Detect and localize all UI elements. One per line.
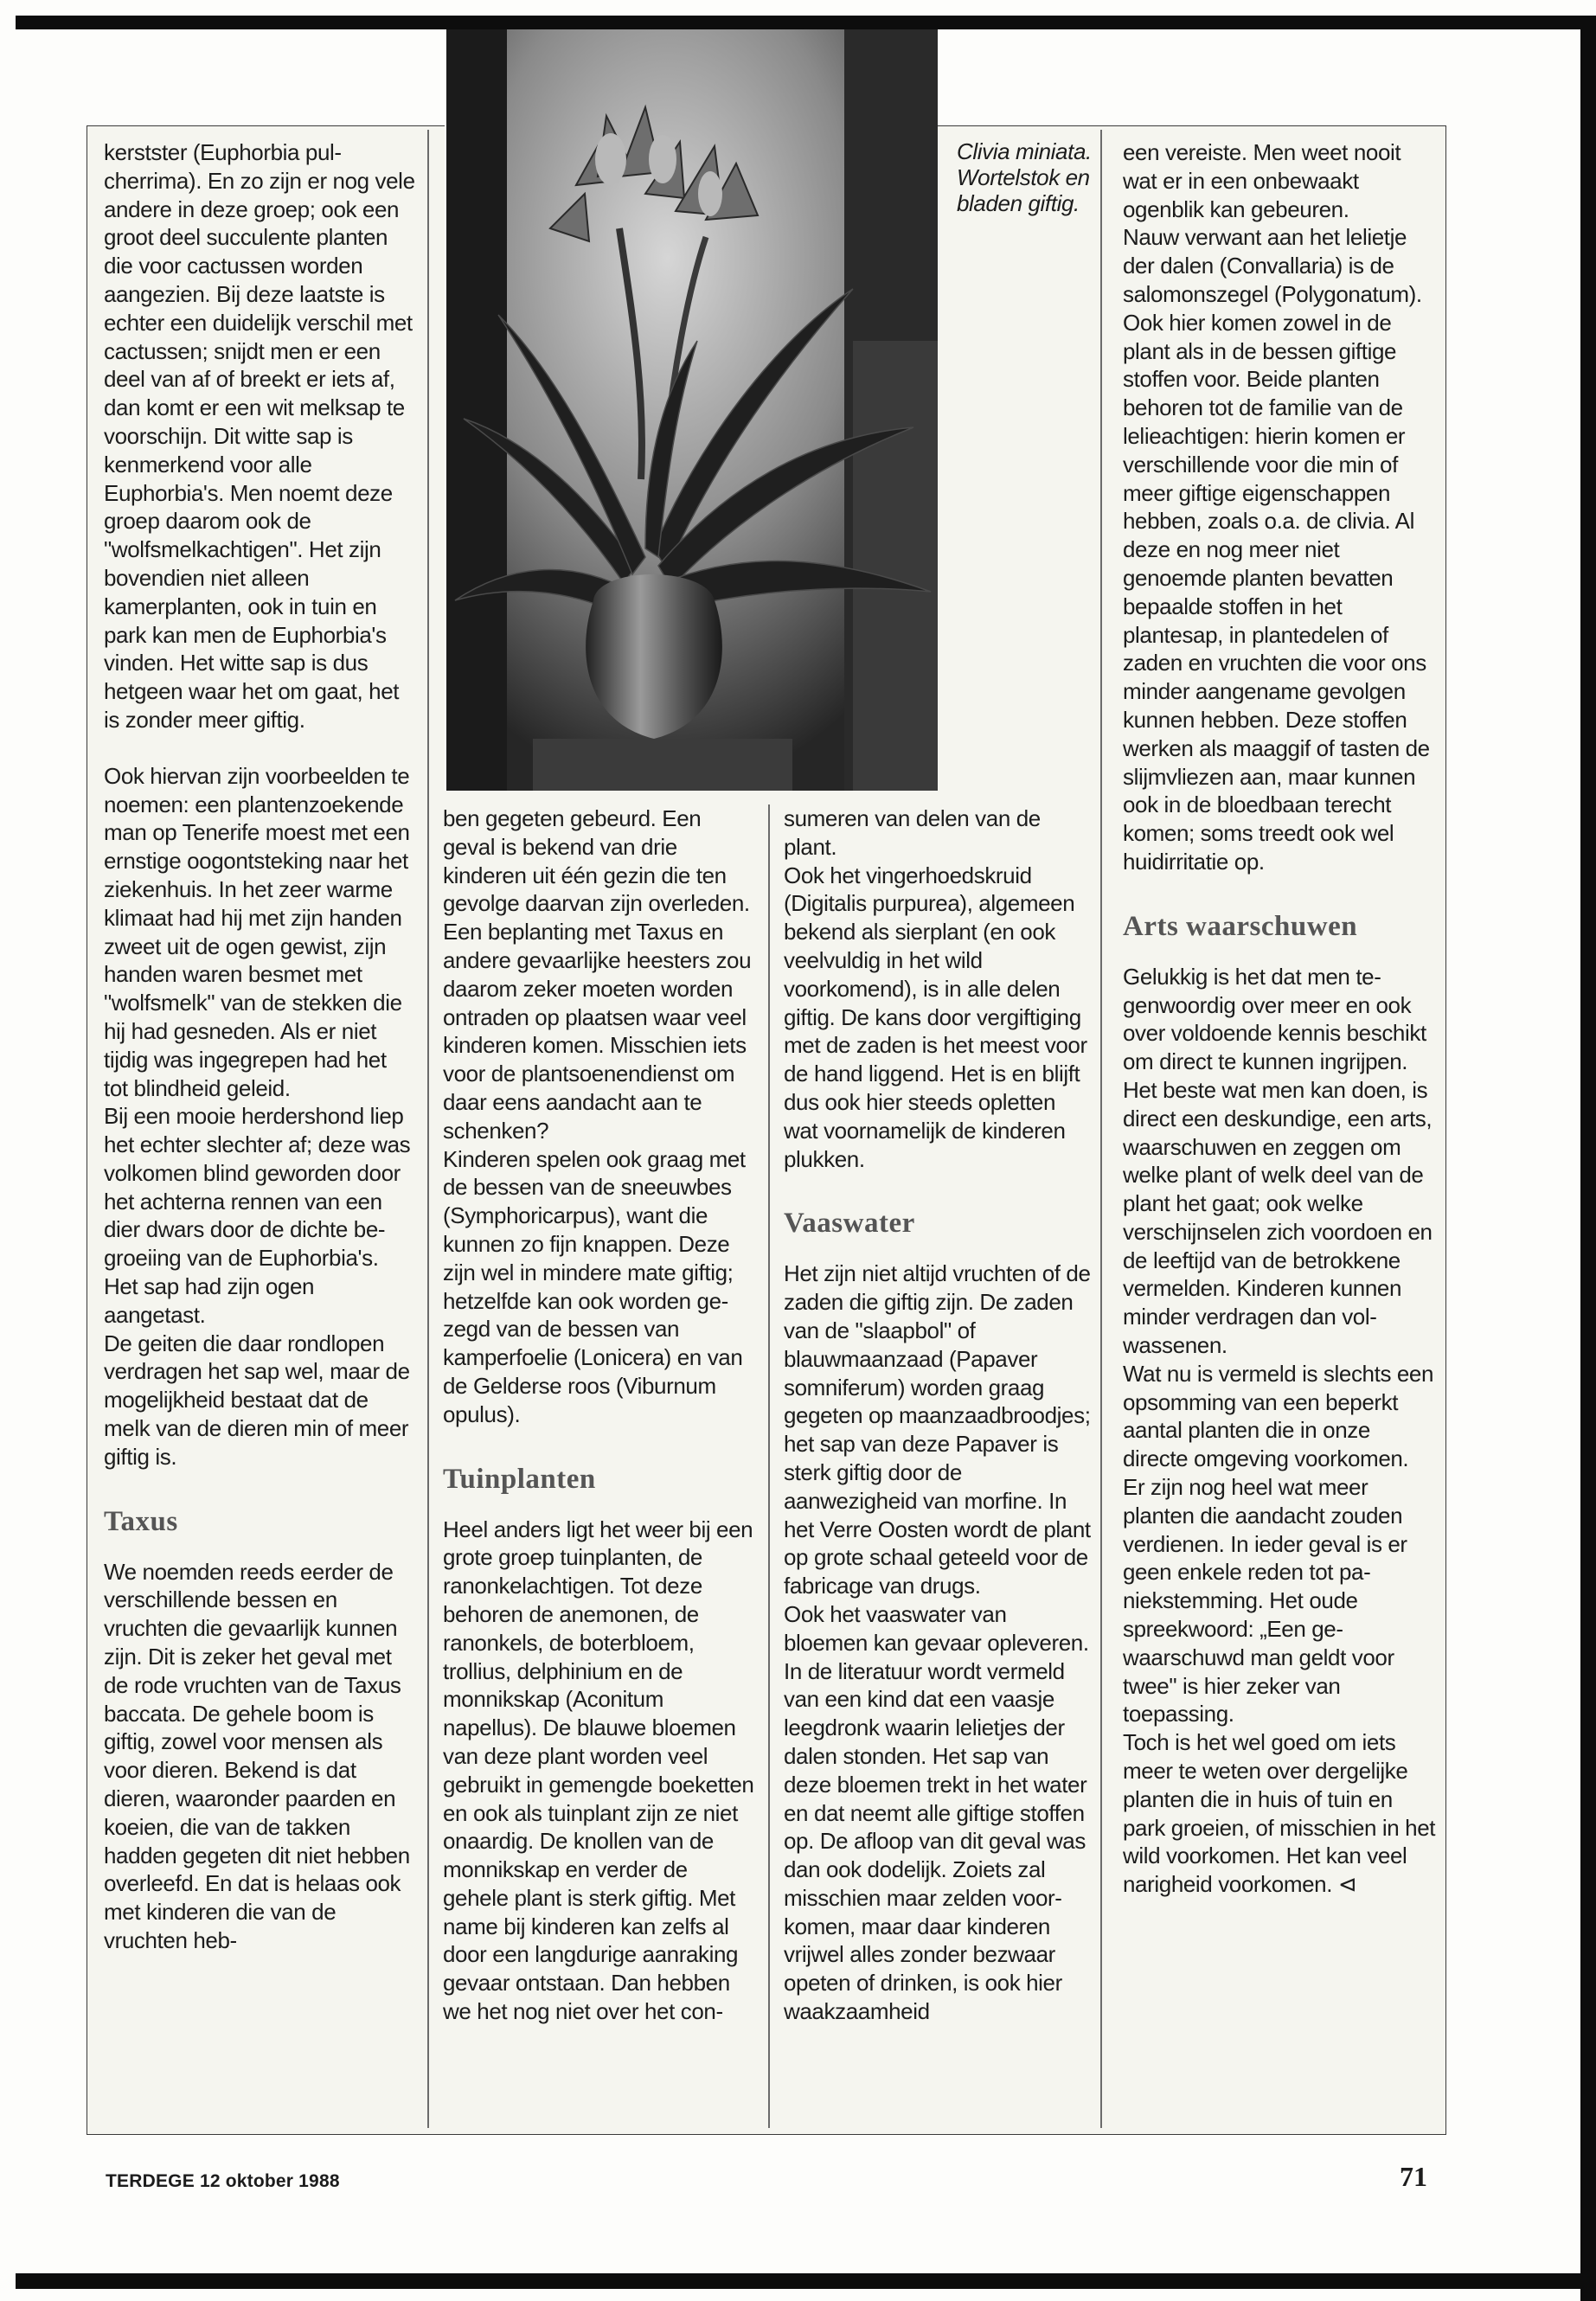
paragraph: een vereiste. Men weet nooit wat er in een onbewaakt ogenblik kan gebeuren. — [1123, 139, 1401, 222]
paragraph: Ook het vaaswater van bloemen kan gevaar opleveren. In de literatuur wordt vermeld van een kind dat een vaasje leegdronk waarin lelietjes der dalen stonden. Het sap van deze bloemen trekt in het water en dat neemt alle giftige stoffen op. De afloop van dit geval was dan ook dodelijk. Zoiets zal misschien maar zelden voorkomen, maar daar kinderen vrijwel alles zonder bezwaar opeten of drinken, is ook hier waakzaamheid — [784, 1600, 1089, 2025]
paragraph: ben gegeten gebeurd. Een geval is bekend van drie kinderen uit één gezin die ten gevolge daarvan zijn overleden. Een beplanting met Taxus en andere gevaarlijke heesters zou daarom zeker moeten worden ontraden op plaatsen waar veel kinderen komen. Misschien iets voor de plantsoenendienst om daar eens aandacht aan te schenken? — [443, 805, 752, 1144]
paragraph: Toch is het wel goed om iets meer te weten over dergelijke planten die in huis of tuin en park groeien, of misschien in het wild voorkomen. Het kan veel narigheid voorkomen. ⊲ — [1123, 1729, 1436, 1898]
photo-caption: Clivia miniata. Wortelstok en bladen giftig. — [957, 138, 1092, 216]
paragraph: Nauw verwant aan het lelietje der dalen (Convallaria) is de salomonszegel (Polygonatum). Ook hier komen zowel in de plant als in de bessen giftige stoffen voor. Beide planten behoren tot de familie van de lelieachtigen: hierin komen er verschillende voor die min of meer giftige eigenschappen hebben, zoals o.a. de clivia. Al deze en nog meer niet genoemde planten bevatten bepaalde stoffen in het plantesap, in plantedelen of zaden en vruchten die voor ons minder aangename gevolgen kunnen hebben. Deze stoffen werken als maaggif of tasten de slijmvliezen aan, maar kunnen ook in de bloedbaan terecht komen; soms treedt ook wel huidirritatie op. — [1123, 224, 1430, 875]
paragraph: Kinderen spelen ook graag met de bessen van de sneeuwbes (Symphoricarpus), want die kunnen zo fijn knappen. Deze zijn wel in mindere mate giftig; hetzelfde kan ook worden gezegd van de bessen van kamperfoelie (Lonicera) en van de Gelderse roos (Viburnum opulus). — [443, 1145, 746, 1427]
paragraph: Wat nu is vermeld is slechts een opsomming van een beperkt aantal planten die in onze directe omgeving voorkomen. Er zijn nog heel wat meer planten die aandacht zouden verdienen. In ieder geval is er geen enkele reden tot paniekstemming. Het oude spreekwoord: „Een gewaarschuwd man geldt voor twee" is hier zeker van toepassing. — [1123, 1360, 1434, 1727]
article-column-4 — [1123, 138, 1436, 1899]
column-rule — [1100, 130, 1102, 2128]
paragraph: kerstster (Euphorbia pulcherrima). En zo zijn er nog vele andere in deze groep; ook een groot deel succulente planten die voor cactussen worden aangezien. Bij deze laatste is echter een duidelijk verschil met cactussen; snijdt men er een deel van af of breekt er iets af, dan komt er een wit melksap te voorschijn. Dit witte sap is kenmerkend voor alle Euphorbia's. Men noemt deze groep daarom ook de "wolfsmelkachtigen". Het zijn bovendien niet alleen kamerplanten, ook in tuin en park kan men de Euphorbia's vinden. Het witte sap is dus hetgeen waar het om gaat, het is zonder meer giftig. — [104, 139, 415, 733]
clivia-photo — [446, 29, 938, 791]
scan-border-top — [16, 16, 1596, 29]
section-heading-taxus: Taxus — [104, 1505, 178, 1537]
page-number: 71 — [1400, 2161, 1427, 2192]
article-column-3 — [784, 804, 1091, 2026]
section-heading-arts-waarschuwen: Arts waarschuwen — [1123, 910, 1358, 942]
section-heading-vaaswater: Vaaswater — [784, 1208, 915, 1240]
footer-publication: TERDEGE 12 oktober 1988 — [106, 2171, 340, 2191]
paragraph: Het zijn niet altijd vruchten of de zaden die giftig zijn. De zaden van de "slaapbol" of blauwmaanzaad (Papaver somniferum) worden graag gegeten op maanzaadbroodjes; het sap van deze Papaver is sterk giftig door de aanwezigheid van morfine. In het Verre Oosten wordt de plant op grote schaal geteeld voor de fabricage van drugs. — [784, 1260, 1091, 1599]
column-rule — [427, 130, 429, 2128]
article-column-1 — [104, 138, 415, 1955]
paragraph: Gelukkig is het dat men tegenwoordig over meer en ook over voldoende kennis beschikt om direct te kunnen ingrijpen. Het beste wat men kan doen, is direct een deskundige, een arts, waarschuwen en zeggen om welke plant of welk deel van de plant het gaat; ook welke verschijnselen zich voordoen en de leeftijd van de betrokkene vermelden. Kinderen kunnen minder verdragen dan volwassenen. — [1123, 963, 1433, 1359]
section-heading-tuinplanten: Tuinplanten — [443, 1463, 596, 1495]
paragraph: De geiten die daar rondlopen verdragen het sap wel, maar de mogelijkheid bestaat dat de melk van de dieren min of meer giftig is. — [104, 1330, 410, 1470]
paragraph: Bij een mooie herdershond liep het echter slechter af; deze was volkomen blind geworden door het achterna rennen van een dier dwars door de dichte begroeiing van de Euphorbia's. Het sap had zijn ogen aangetast. — [104, 1103, 411, 1328]
scan-border-bottom — [16, 2273, 1596, 2289]
paragraph: We noemden reeds eerder de verschillende bessen en vruchten die gevaarlijk kunnen zijn. Dit is zeker het geval met de rode vruchten van de Taxus baccata. De gehele boom is giftig, zowel voor mensen als voor dieren. Bekend is dat dieren, waaronder paarden en koeien, die van de takken hadden gegeten dit niet hebben overleefd. En dat is helaas ook met kinderen die van de vruchten heb- — [104, 1558, 410, 1954]
paragraph: Heel anders ligt het weer bij een grote groep tuinplanten, de ranonkelachtigen. Tot deze behoren de anemonen, de ranonkels, de boterbloem, trollius, delphinium en de monnikskap (Aconitum napellus). De blauwe bloemen van deze plant worden veel gebruikt in gemengde boeketten en ook als tuinplant zijn ze niet onaardig. De knollen van de monnikskap en verder de gehele plant is sterk giftig. Met name bij kinderen kan zelfs al door een langdurige aanraking gevaar ontstaan. Dan hebben we het nog niet over het con- — [443, 1516, 754, 2025]
paragraph: Ook hiervan zijn voorbeelden te noemen: een plantenzoekende man op Tenerife moest met een ernstige oogontsteking naar het ziekenhuis. In het zeer warme klimaat had hij met zijn handen zweet uit de ogen gewist, zijn handen waren besmet met "wolfsmelk" van de stekken die hij had gesneden. Als er niet tijdig was ingegrepen had het tot blindheid geleid. — [104, 762, 410, 1101]
column-rule — [768, 804, 770, 2128]
scan-border-right — [1580, 16, 1596, 2301]
article-column-2 — [443, 804, 756, 2026]
paragraph: sumeren van delen van de plant. — [784, 805, 1041, 860]
paragraph: Ook het vingerhoedskruid (Digitalis purpurea), algemeen bekend als sierplant (en ook veelvuldig in het wild voorkomend), is in alle delen giftig. De kans door vergiftiging met de zaden is het meest voor de hand liggend. Het is en blijft dus ook hier steeds opletten wat voornamelijk de kinderen plukken. — [784, 862, 1087, 1172]
